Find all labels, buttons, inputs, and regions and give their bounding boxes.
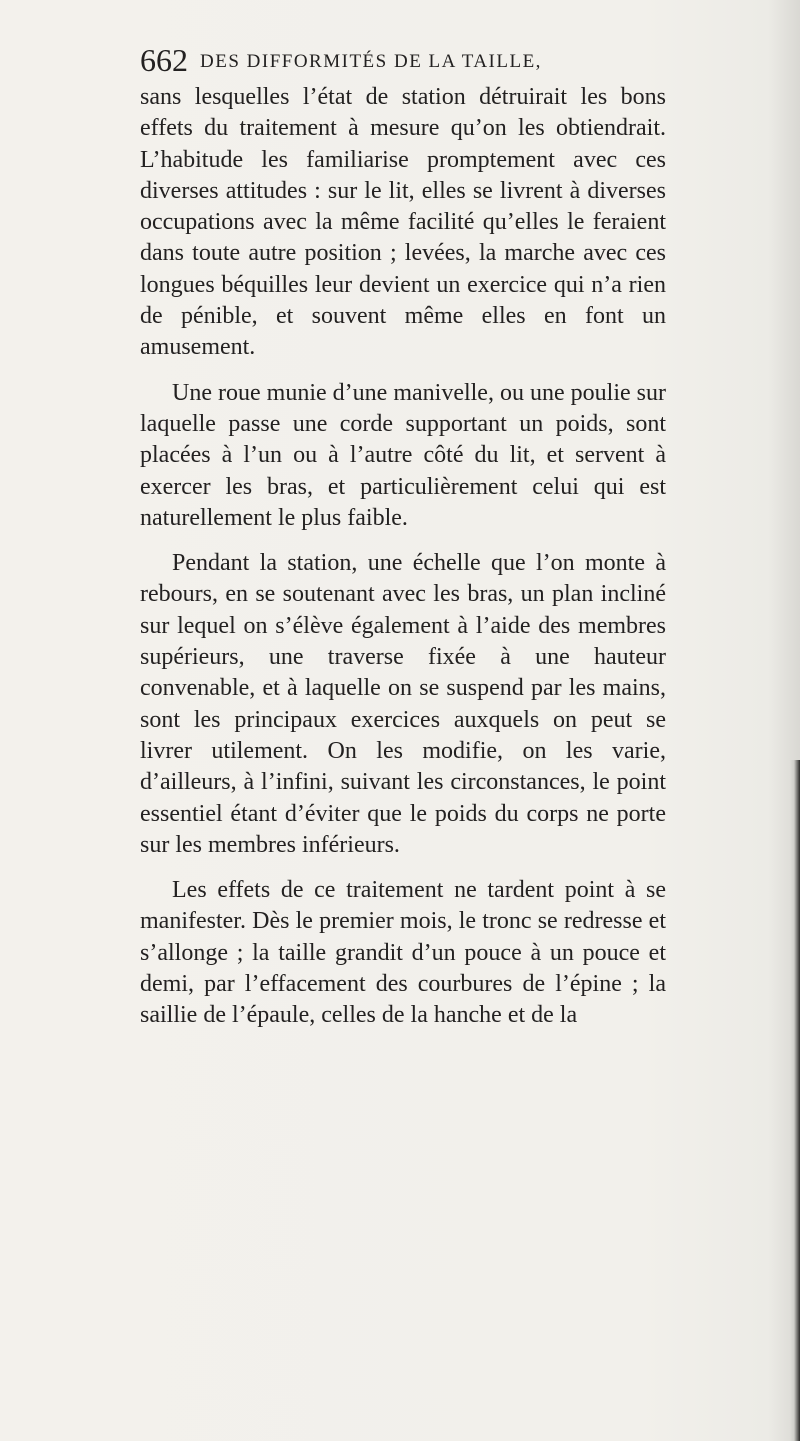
- page-edge-shadow: [790, 760, 800, 1441]
- paragraph-1: sans lesquelles l’état de station détruirait les bons effets du traitement à mesure qu’on les obtiendrait. L’habitude les familiarise promptement avec ces diverses attitudes : sur le lit, elles se livrent à diverses occupations avec la même facilité qu’elles le feraient dans toute autre position ; levées, la marche avec ces longues béquilles leur devient un exercice qui n’a rien de pénible, et souvent même elles en font un amusement.: [140, 84, 666, 361]
- page-header: [140, 38, 600, 82]
- paragraph-3: Pendant la station, une échelle que l’on monte à rebours, en se soutenant avec les bras, un plan incliné sur lequel on s’élève également à l’aide des membres supérieurs, une traverse fixée à une hauteur convenable, et à laquelle on se suspend par les mains, sont les principaux exercices auxquels on peut se livrer utilement. On les modifie, on les varie, d’ailleurs, à l’infini, suivant les circonstances, le point essentiel étant d’éviter que le poids du corps ne porte sur les membres inférieurs.: [140, 550, 666, 858]
- body-text: [140, 82, 666, 1032]
- page-number: 662: [140, 42, 188, 78]
- running-title: DES DIFFORMITÉS DE LA TAILLE,: [200, 51, 542, 72]
- paragraph-4: Les effets de ce traitement ne tardent point à se manifester. Dès le premier mois, le tronc se redresse et s’allonge ; la taille grandit d’un pouce à un pouce et demi, par l’effacement des courbures de l’épine ; la saillie de l’épaule, celles de la hanche et de la: [140, 877, 666, 1029]
- paragraph-2: Une roue munie d’une manivelle, ou une poulie sur laquelle passe une corde supportant un poids, sont placées à l’un ou à l’autre côté du lit, et servent à exercer les bras, et particulièrement celui qui est naturellement le plus faible.: [140, 379, 666, 531]
